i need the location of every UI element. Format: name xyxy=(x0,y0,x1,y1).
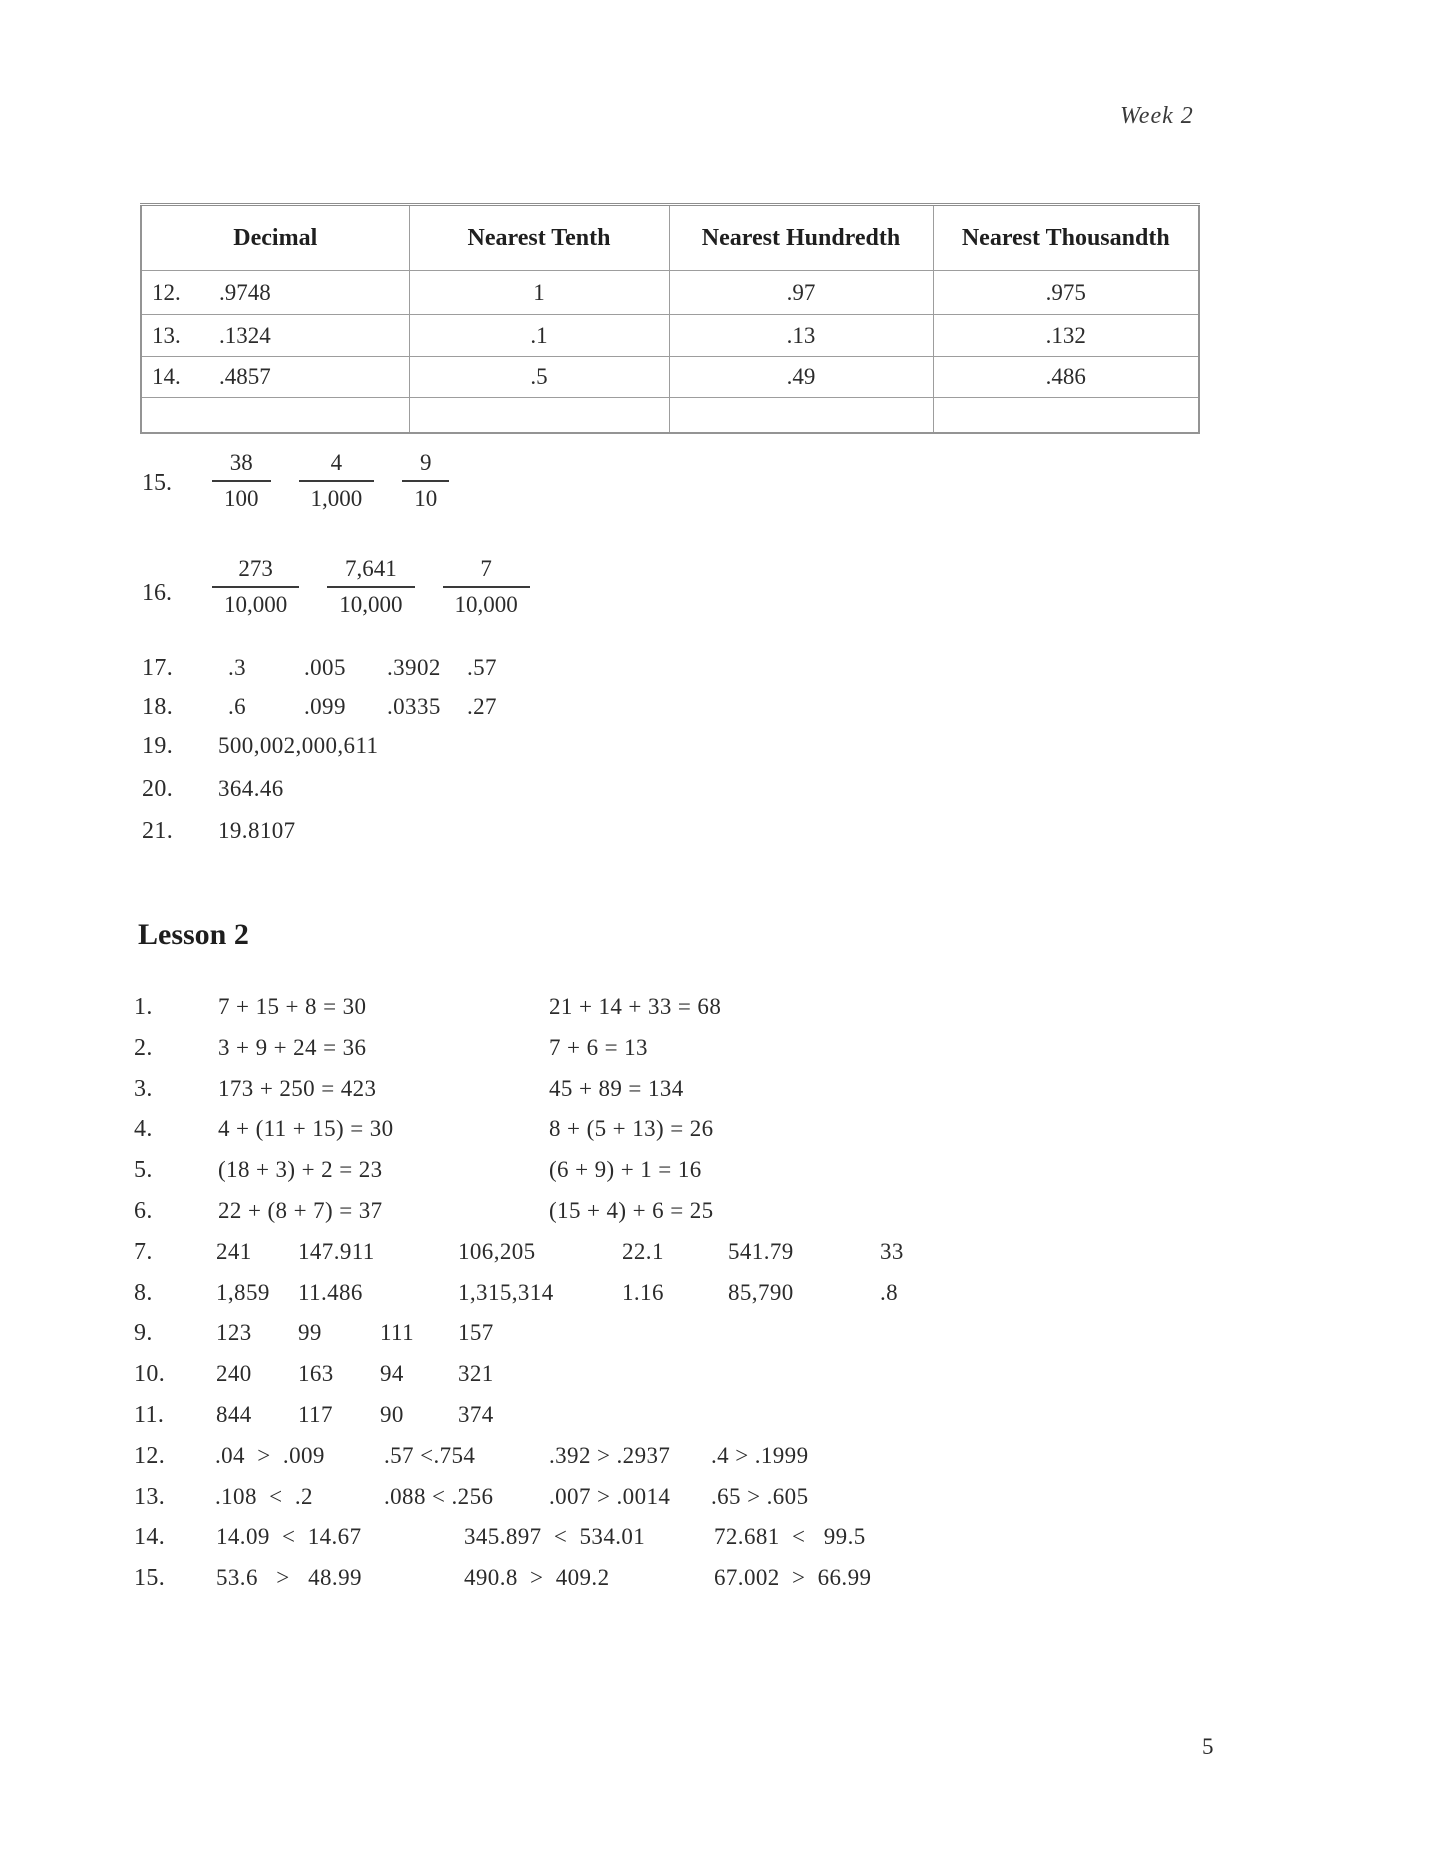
fraction-numerator: 4 xyxy=(299,450,375,482)
item-number: 18. xyxy=(142,694,174,720)
item-number: 7. xyxy=(134,1239,153,1265)
fraction-group xyxy=(212,450,449,512)
row-number: 12. xyxy=(152,279,181,305)
answer-value: 364.46 xyxy=(218,776,284,801)
rounding-table-header xyxy=(141,205,1199,271)
table-header-hundredth: Nearest Hundredth xyxy=(669,205,933,271)
lesson2-row xyxy=(0,1198,1445,1232)
lesson2-row xyxy=(0,1565,1445,1599)
lesson2-row xyxy=(0,1035,1445,1069)
answer-value: 541.79 xyxy=(728,1239,794,1264)
fraction-denominator: 10,000 xyxy=(454,592,518,617)
fraction xyxy=(299,450,375,512)
answer-value: .108 < .2 xyxy=(215,1484,313,1509)
answer-value: .04 > .009 xyxy=(215,1443,325,1468)
lesson2-row xyxy=(0,1157,1445,1191)
table-cell-thousandth xyxy=(933,398,1199,434)
answer-value: 19.8107 xyxy=(218,818,296,843)
table-cell-tenth: 1 xyxy=(409,271,669,315)
answer-value: 240 xyxy=(216,1361,252,1386)
table-cell-hundredth: .49 xyxy=(669,357,933,398)
answer-value: 85,790 xyxy=(728,1280,794,1305)
table-cell-hundredth xyxy=(669,398,933,434)
item-number: 15. xyxy=(142,470,172,496)
table-row xyxy=(141,271,1199,315)
answer-value: .4 > .1999 xyxy=(711,1443,809,1468)
fraction-denominator: 1,000 xyxy=(310,486,363,511)
table-cell-tenth: .5 xyxy=(409,357,669,398)
answer-value: .3902 xyxy=(387,655,441,680)
table-cell-hundredth: .13 xyxy=(669,315,933,357)
table-row xyxy=(141,398,1199,434)
answer-value: 53.6 > 48.99 xyxy=(216,1565,362,1590)
answer-value: 7 + 15 + 8 = 30 xyxy=(218,994,367,1019)
item-number: 10. xyxy=(134,1361,166,1387)
fraction xyxy=(402,450,449,512)
answer-value: 7 + 6 = 13 xyxy=(549,1035,648,1060)
answer-value: 1,315,314 xyxy=(458,1280,554,1305)
answer-row xyxy=(0,694,1445,728)
answer-value: 106,205 xyxy=(458,1239,536,1264)
answer-value: .27 xyxy=(467,694,497,719)
fraction-denominator: 10,000 xyxy=(339,592,403,617)
decimal-value: .4857 xyxy=(219,364,271,389)
lesson2-row xyxy=(0,1239,1445,1273)
table-header-decimal: Decimal xyxy=(141,205,409,271)
lesson2-row xyxy=(0,1524,1445,1558)
answer-value: 147.911 xyxy=(298,1239,375,1264)
table-cell-hundredth: .97 xyxy=(669,271,933,315)
answer-row xyxy=(0,733,1445,767)
fraction-denominator: 10 xyxy=(414,486,438,511)
answer-value: 117 xyxy=(298,1402,333,1427)
row-number: 14. xyxy=(152,364,181,389)
answer-value: 72.681 < 99.5 xyxy=(714,1524,866,1549)
answer-value: 163 xyxy=(298,1361,334,1386)
answer-value: 345.897 < 534.01 xyxy=(464,1524,646,1549)
table-cell-tenth xyxy=(409,398,669,434)
answer-value: .3 xyxy=(228,655,247,680)
item-number: 15. xyxy=(134,1565,166,1591)
fraction xyxy=(212,450,271,512)
answer-value: 22 + (8 + 7) = 37 xyxy=(218,1198,383,1223)
answer-value: 1.16 xyxy=(622,1280,664,1305)
answer-value: 22.1 xyxy=(622,1239,664,1264)
answer-value: 123 xyxy=(216,1320,252,1345)
item-number: 21. xyxy=(142,818,174,844)
item-number: 3. xyxy=(134,1076,153,1102)
answer-value: .005 xyxy=(304,655,346,680)
answer-value: 321 xyxy=(458,1361,494,1386)
item-number: 13. xyxy=(134,1484,166,1510)
answer-value: 241 xyxy=(216,1239,252,1264)
table-row xyxy=(141,315,1199,357)
page-number: 5 xyxy=(1202,1734,1214,1759)
fraction-numerator: 7 xyxy=(443,556,530,588)
answer-row xyxy=(0,655,1445,689)
answer-value: .0335 xyxy=(387,694,441,719)
answer-value: .088 < .256 xyxy=(384,1484,494,1509)
answer-value: 490.8 > 409.2 xyxy=(464,1565,610,1590)
item-number: 11. xyxy=(134,1402,165,1428)
answer-value: 45 + 89 = 134 xyxy=(549,1076,684,1101)
table-header-thousandth: Nearest Thousandth xyxy=(933,205,1199,271)
answer-value: .099 xyxy=(304,694,346,719)
item-number: 19. xyxy=(142,733,174,759)
item-number: 9. xyxy=(134,1320,153,1346)
answer-value: 11.486 xyxy=(298,1280,363,1305)
item-number: 5. xyxy=(134,1157,153,1183)
fraction-denominator: 100 xyxy=(224,486,259,511)
item-number: 20. xyxy=(142,776,174,802)
answer-value: 94 xyxy=(380,1361,404,1386)
fraction xyxy=(327,556,414,618)
lesson2-row xyxy=(0,1484,1445,1518)
answer-value: (18 + 3) + 2 = 23 xyxy=(218,1157,383,1182)
answer-value: 33 xyxy=(880,1239,904,1264)
answer-value: .8 xyxy=(880,1280,899,1305)
item-number: 17. xyxy=(142,655,174,681)
item-number: 16. xyxy=(142,580,172,606)
answer-value: .65 > .605 xyxy=(711,1484,809,1509)
fraction-numerator: 9 xyxy=(402,450,449,482)
table-cell-thousandth: .486 xyxy=(933,357,1199,398)
answer-value: 157 xyxy=(458,1320,494,1345)
table-row xyxy=(141,357,1199,398)
table-cell-thousandth: .975 xyxy=(933,271,1199,315)
lesson-2-heading: Lesson 2 xyxy=(138,918,249,951)
answer-value: 1,859 xyxy=(216,1280,270,1305)
table-cell-thousandth: .132 xyxy=(933,315,1199,357)
fraction-denominator: 10,000 xyxy=(224,592,288,617)
lesson2-row xyxy=(0,1076,1445,1110)
answer-value: .6 xyxy=(228,694,247,719)
answer-value: 374 xyxy=(458,1402,494,1427)
answer-row xyxy=(0,776,1445,810)
week-header: Week 2 xyxy=(1120,103,1194,129)
item-number: 6. xyxy=(134,1198,153,1224)
table-cell-decimal xyxy=(141,271,409,315)
rounding-table xyxy=(140,203,1200,434)
decimal-value: .9748 xyxy=(219,279,271,305)
lesson2-row xyxy=(0,1116,1445,1150)
fraction-numerator: 38 xyxy=(212,450,271,482)
table-header-tenth: Nearest Tenth xyxy=(409,205,669,271)
table-cell-decimal xyxy=(141,315,409,357)
decimal-value: .1324 xyxy=(219,322,271,348)
lesson2-row xyxy=(0,1320,1445,1354)
answer-value: 4 + (11 + 15) = 30 xyxy=(218,1116,394,1141)
answer-value: (15 + 4) + 6 = 25 xyxy=(549,1198,714,1223)
lesson2-row xyxy=(0,1280,1445,1314)
answer-value: 3 + 9 + 24 = 36 xyxy=(218,1035,367,1060)
item-number: 12. xyxy=(134,1443,166,1469)
answer-value: .57 <.754 xyxy=(384,1443,476,1468)
answer-value: 111 xyxy=(380,1320,414,1345)
item-number: 4. xyxy=(134,1116,153,1142)
fraction-numerator: 7,641 xyxy=(327,556,414,588)
lesson2-row xyxy=(0,1402,1445,1436)
fraction-numerator: 273 xyxy=(212,556,299,588)
fraction-group xyxy=(212,556,530,618)
answer-value: 844 xyxy=(216,1402,252,1427)
answer-row xyxy=(0,818,1445,852)
lesson2-row xyxy=(0,1361,1445,1395)
item-number: 2. xyxy=(134,1035,153,1061)
fraction xyxy=(212,556,299,618)
item-number: 1. xyxy=(134,994,153,1020)
item-number: 14. xyxy=(134,1524,166,1550)
answer-value: 99 xyxy=(298,1320,322,1345)
item-number: 8. xyxy=(134,1280,153,1306)
answer-value: 67.002 > 66.99 xyxy=(714,1565,872,1590)
lesson2-row xyxy=(0,1443,1445,1477)
answer-value: (6 + 9) + 1 = 16 xyxy=(549,1157,702,1182)
table-cell-decimal xyxy=(141,357,409,398)
answer-value: 21 + 14 + 33 = 68 xyxy=(549,994,722,1019)
lesson2-row xyxy=(0,994,1445,1028)
answer-value: 173 + 250 = 423 xyxy=(218,1076,377,1101)
table-cell-decimal xyxy=(141,398,409,434)
answer-value: .57 xyxy=(467,655,497,680)
answer-value: .392 > .2937 xyxy=(549,1443,671,1468)
answer-value: 8 + (5 + 13) = 26 xyxy=(549,1116,714,1141)
answer-value: 90 xyxy=(380,1402,404,1427)
row-number: 13. xyxy=(152,322,181,348)
answer-value: .007 > .0014 xyxy=(549,1484,671,1509)
answer-value: 500,002,000,611 xyxy=(218,733,379,758)
answer-value: 14.09 < 14.67 xyxy=(216,1524,362,1549)
table-cell-tenth: .1 xyxy=(409,315,669,357)
fraction xyxy=(443,556,530,618)
